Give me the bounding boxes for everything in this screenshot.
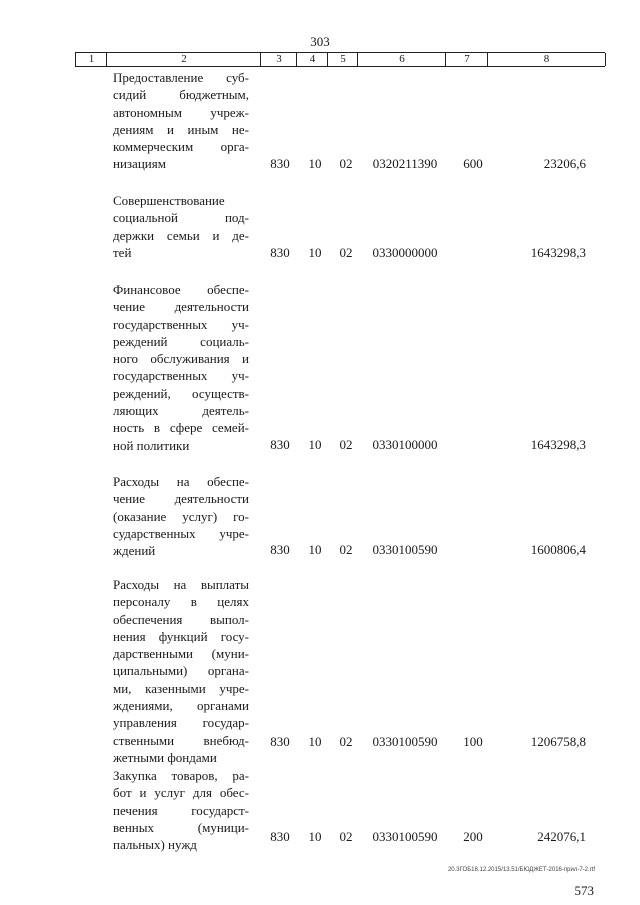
row-name [113, 576, 249, 766]
row-name-line: ляющих деятель- [113, 403, 249, 419]
row-name-line: ного обслуживания и [113, 351, 249, 367]
row-name-line: Расходы на выплаты [113, 577, 249, 592]
cell-col-5: 02 [339, 542, 353, 557]
row-name [113, 192, 249, 261]
row-name-line: обеспечения выпол- [113, 611, 249, 627]
cell-col-4: 10 [308, 542, 322, 557]
cell-col-8: 1600806,4 [530, 542, 586, 557]
cell-col-8: 1206758,8 [530, 734, 586, 749]
row-name [113, 473, 249, 559]
row-name-line: Расходы на обеспе- [113, 474, 249, 489]
row-name-line: (оказание услуг) го- [113, 508, 249, 524]
cell-col-5: 02 [339, 245, 353, 260]
row-name-line: Совершенствование [113, 193, 225, 208]
cell-col-5: 02 [339, 734, 353, 749]
cell-col-3: 830 [270, 829, 290, 844]
row-name-line: бот и услуг для обес- [113, 785, 249, 801]
row-name-line: Финансовое обеспе- [113, 282, 249, 297]
row-name-line: держки семьи и де- [113, 227, 249, 243]
row-name-line: социальной под- [113, 210, 249, 226]
row-name-line: венных (муници- [113, 819, 249, 835]
cell-col-3: 830 [270, 437, 290, 452]
row-name-line: сударственных учре- [113, 525, 249, 541]
cell-col-4: 10 [308, 156, 322, 171]
row-name-line: государственных уч- [113, 316, 249, 332]
cell-col-4: 10 [308, 245, 322, 260]
cell-col-6: 0330100590 [372, 829, 438, 844]
row-name [113, 281, 249, 454]
row-name [113, 69, 249, 173]
cell-col-5: 02 [339, 829, 353, 844]
page-number: 303 [310, 34, 330, 49]
cell-col-6: 0330100590 [372, 734, 438, 749]
row-name-line: Предоставление суб- [113, 70, 249, 85]
row-name-line: нения функций госу- [113, 628, 249, 644]
cell-col-4: 10 [308, 437, 322, 452]
row-name-line: ждений [113, 543, 156, 559]
footer-page-number: 573 [574, 883, 594, 898]
row-name-line: ность в сфере семей- [113, 420, 249, 436]
cell-col-7: 100 [463, 734, 483, 749]
row-name-line: ственными внебюд- [113, 732, 249, 748]
row-name-line: дениям и иным не- [113, 121, 249, 137]
header-col-5: 5 [327, 53, 358, 66]
row-name-line: низациям [113, 156, 166, 172]
cell-col-7: 600 [463, 156, 483, 171]
row-name-line: Закупка товаров, ра- [113, 768, 249, 783]
row-name-line: автономным учреж- [113, 104, 249, 120]
cell-col-5: 02 [339, 156, 353, 171]
row-name-line: реждений, осуществ- [113, 385, 249, 401]
row-name-line: сидий бюджетным, [113, 87, 249, 103]
cell-col-8: 1643298,3 [530, 245, 586, 260]
header-col-4: 4 [296, 53, 328, 66]
cell-col-8: 1643298,3 [530, 437, 586, 452]
row-name-line: ципальными) органа- [113, 663, 249, 679]
row-name-line: чение деятельности [113, 299, 249, 315]
cell-col-7: 200 [463, 829, 483, 844]
cell-col-4: 10 [308, 734, 322, 749]
cell-col-6: 0320211390 [372, 156, 438, 171]
cell-col-3: 830 [270, 734, 290, 749]
row-name-line: персоналу в целях [113, 594, 249, 610]
row-name-line: пальных) нужд [113, 837, 197, 853]
row-name-line: ми, казенными учре- [113, 680, 249, 696]
cell-col-6: 0330100590 [372, 542, 438, 557]
row-name-line: чение деятельности [113, 491, 249, 507]
row-name-line: государственных уч- [113, 368, 249, 384]
row-name-line: реждений социаль- [113, 333, 249, 349]
header-col-8: 8 [487, 53, 606, 66]
row-name-line: коммерческим орга- [113, 139, 249, 155]
cell-col-4: 10 [308, 829, 322, 844]
header-col-6: 6 [357, 53, 446, 66]
cell-col-6: 0330000000 [372, 245, 438, 260]
header-col-1: 1 [75, 53, 107, 66]
row-name-line: ной политики [113, 437, 190, 453]
table-header-row [75, 52, 605, 67]
row-name-line: тей [113, 244, 132, 260]
footer-file-code: 20.3ГОБ18.12.2015/13.51/БЮДЖЕТ-2016-прил-7-2.rtf [447, 867, 595, 873]
header-col-2: 2 [106, 53, 261, 66]
header-col-3: 3 [260, 53, 297, 66]
cell-col-3: 830 [270, 245, 290, 260]
cell-col-3: 830 [270, 156, 290, 171]
cell-col-5: 02 [339, 437, 353, 452]
row-name [113, 767, 249, 853]
row-name-line: ждениями, органами [113, 698, 249, 714]
header-col-7: 7 [445, 53, 488, 66]
row-name-line: печения государст- [113, 802, 249, 818]
cell-col-6: 0330100000 [372, 437, 438, 452]
cell-col-3: 830 [270, 542, 290, 557]
row-name-line: жетными фондами [113, 749, 217, 765]
cell-col-8: 23206,6 [543, 156, 586, 171]
row-name-line: управления государ- [113, 715, 249, 731]
cell-col-8: 242076,1 [537, 829, 586, 844]
row-name-line: дарственными (муни- [113, 646, 249, 662]
